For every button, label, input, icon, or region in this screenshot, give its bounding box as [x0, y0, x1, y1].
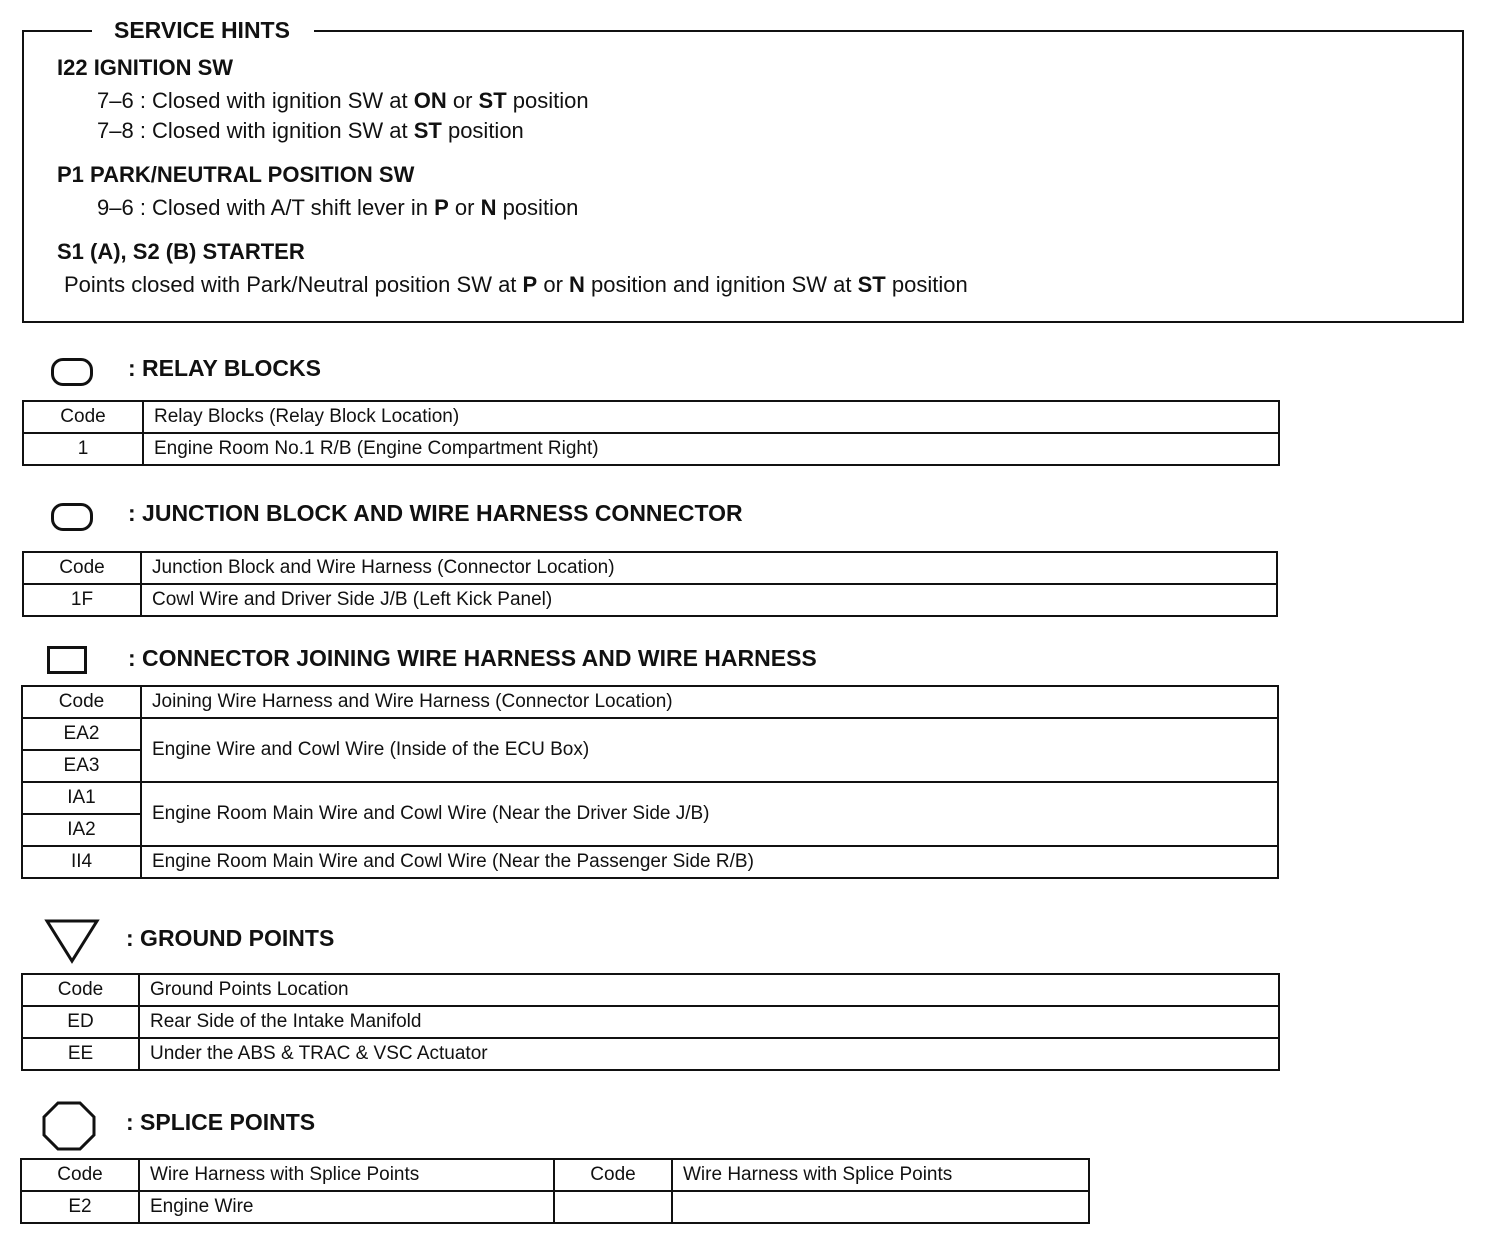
junction-block-symbol-icon	[51, 503, 93, 531]
splice-point-octagon-icon	[41, 1100, 97, 1152]
location-header: Junction Block and Wire Harness (Connector Location)	[141, 552, 1277, 584]
code-cell	[554, 1191, 672, 1223]
wire-harness-header: Wire Harness with Splice Points	[139, 1159, 554, 1191]
ground-points-title: : GROUND POINTS	[126, 925, 335, 951]
hint-heading-ignition-sw: I22 IGNITION SW	[57, 55, 234, 80]
relay-blocks-title: : RELAY BLOCKS	[128, 355, 321, 381]
code-header: Code	[22, 974, 139, 1006]
hint-line: 7–6 : Closed with ignition SW at ON or ST position	[97, 88, 589, 113]
table-row	[22, 782, 1278, 814]
location-cell: Engine Room Main Wire and Cowl Wire (Near the Passenger Side R/B)	[141, 846, 1278, 878]
relay-blocks-table	[22, 400, 1280, 466]
table-header-row	[21, 1159, 1089, 1191]
code-cell: 1F	[23, 584, 141, 616]
ground-points-table	[21, 973, 1280, 1071]
code-cell: EE	[22, 1038, 139, 1070]
table-row	[21, 1191, 1089, 1223]
table-header-row	[23, 552, 1277, 584]
code-cell: 1	[23, 433, 143, 465]
table-header-row	[22, 686, 1278, 718]
code-cell: II4	[22, 846, 141, 878]
table-row	[23, 433, 1279, 465]
location-cell: Rear Side of the Intake Manifold	[139, 1006, 1279, 1038]
table-row	[22, 1006, 1279, 1038]
hint-line: Points closed with Park/Neutral position SW at P or N position and ignition SW at ST position	[64, 272, 968, 297]
code-cell: EA2	[22, 718, 141, 750]
wire-harness-header: Wire Harness with Splice Points	[672, 1159, 1089, 1191]
connector-symbol-icon	[47, 646, 87, 674]
table-row	[23, 584, 1277, 616]
location-cell: Cowl Wire and Driver Side J/B (Left Kick Panel)	[141, 584, 1277, 616]
location-header: Ground Points Location	[139, 974, 1279, 1006]
code-cell: ED	[22, 1006, 139, 1038]
wire-harness-cell: Engine Wire	[139, 1191, 554, 1223]
code-header: Code	[23, 401, 143, 433]
location-cell: Engine Room No.1 R/B (Engine Compartment Right)	[143, 433, 1279, 465]
splice-points-title: : SPLICE POINTS	[126, 1109, 316, 1135]
location-cell: Engine Wire and Cowl Wire (Inside of the ECU Box)	[141, 718, 1278, 782]
code-header: Code	[22, 686, 141, 718]
code-cell: EA3	[22, 750, 141, 782]
code-header: Code	[23, 552, 141, 584]
hint-heading-park-neutral-sw: P1 PARK/NEUTRAL POSITION SW	[57, 162, 415, 187]
splice-points-table	[20, 1158, 1090, 1224]
ground-point-triangle-icon	[44, 918, 100, 964]
location-cell: Under the ABS & TRAC & VSC Actuator	[139, 1038, 1279, 1070]
wire-harness-cell	[672, 1191, 1089, 1223]
table-row	[22, 718, 1278, 750]
location-cell: Engine Room Main Wire and Cowl Wire (Near the Driver Side J/B)	[141, 782, 1278, 846]
junction-block-table	[22, 551, 1278, 617]
code-cell: IA2	[22, 814, 141, 846]
code-header: Code	[554, 1159, 672, 1191]
service-hints-title: SERVICE HINTS	[92, 16, 314, 44]
table-row	[22, 1038, 1279, 1070]
code-cell: IA1	[22, 782, 141, 814]
hint-line: 7–8 : Closed with ignition SW at ST position	[97, 118, 524, 143]
table-header-row	[22, 974, 1279, 1006]
connector-joining-title: : CONNECTOR JOINING WIRE HARNESS AND WIRE HARNESS	[128, 645, 817, 671]
junction-block-title: : JUNCTION BLOCK AND WIRE HARNESS CONNECTOR	[128, 500, 743, 526]
connector-joining-table	[21, 685, 1279, 879]
relay-block-symbol-icon	[51, 358, 93, 386]
code-cell: E2	[21, 1191, 139, 1223]
hint-heading-starter: S1 (A), S2 (B) STARTER	[57, 239, 305, 264]
hint-line: 9–6 : Closed with A/T shift lever in P or N position	[97, 195, 579, 220]
location-header: Relay Blocks (Relay Block Location)	[143, 401, 1279, 433]
table-header-row	[23, 401, 1279, 433]
code-header: Code	[21, 1159, 139, 1191]
table-row	[22, 846, 1278, 878]
location-header: Joining Wire Harness and Wire Harness (Connector Location)	[141, 686, 1278, 718]
